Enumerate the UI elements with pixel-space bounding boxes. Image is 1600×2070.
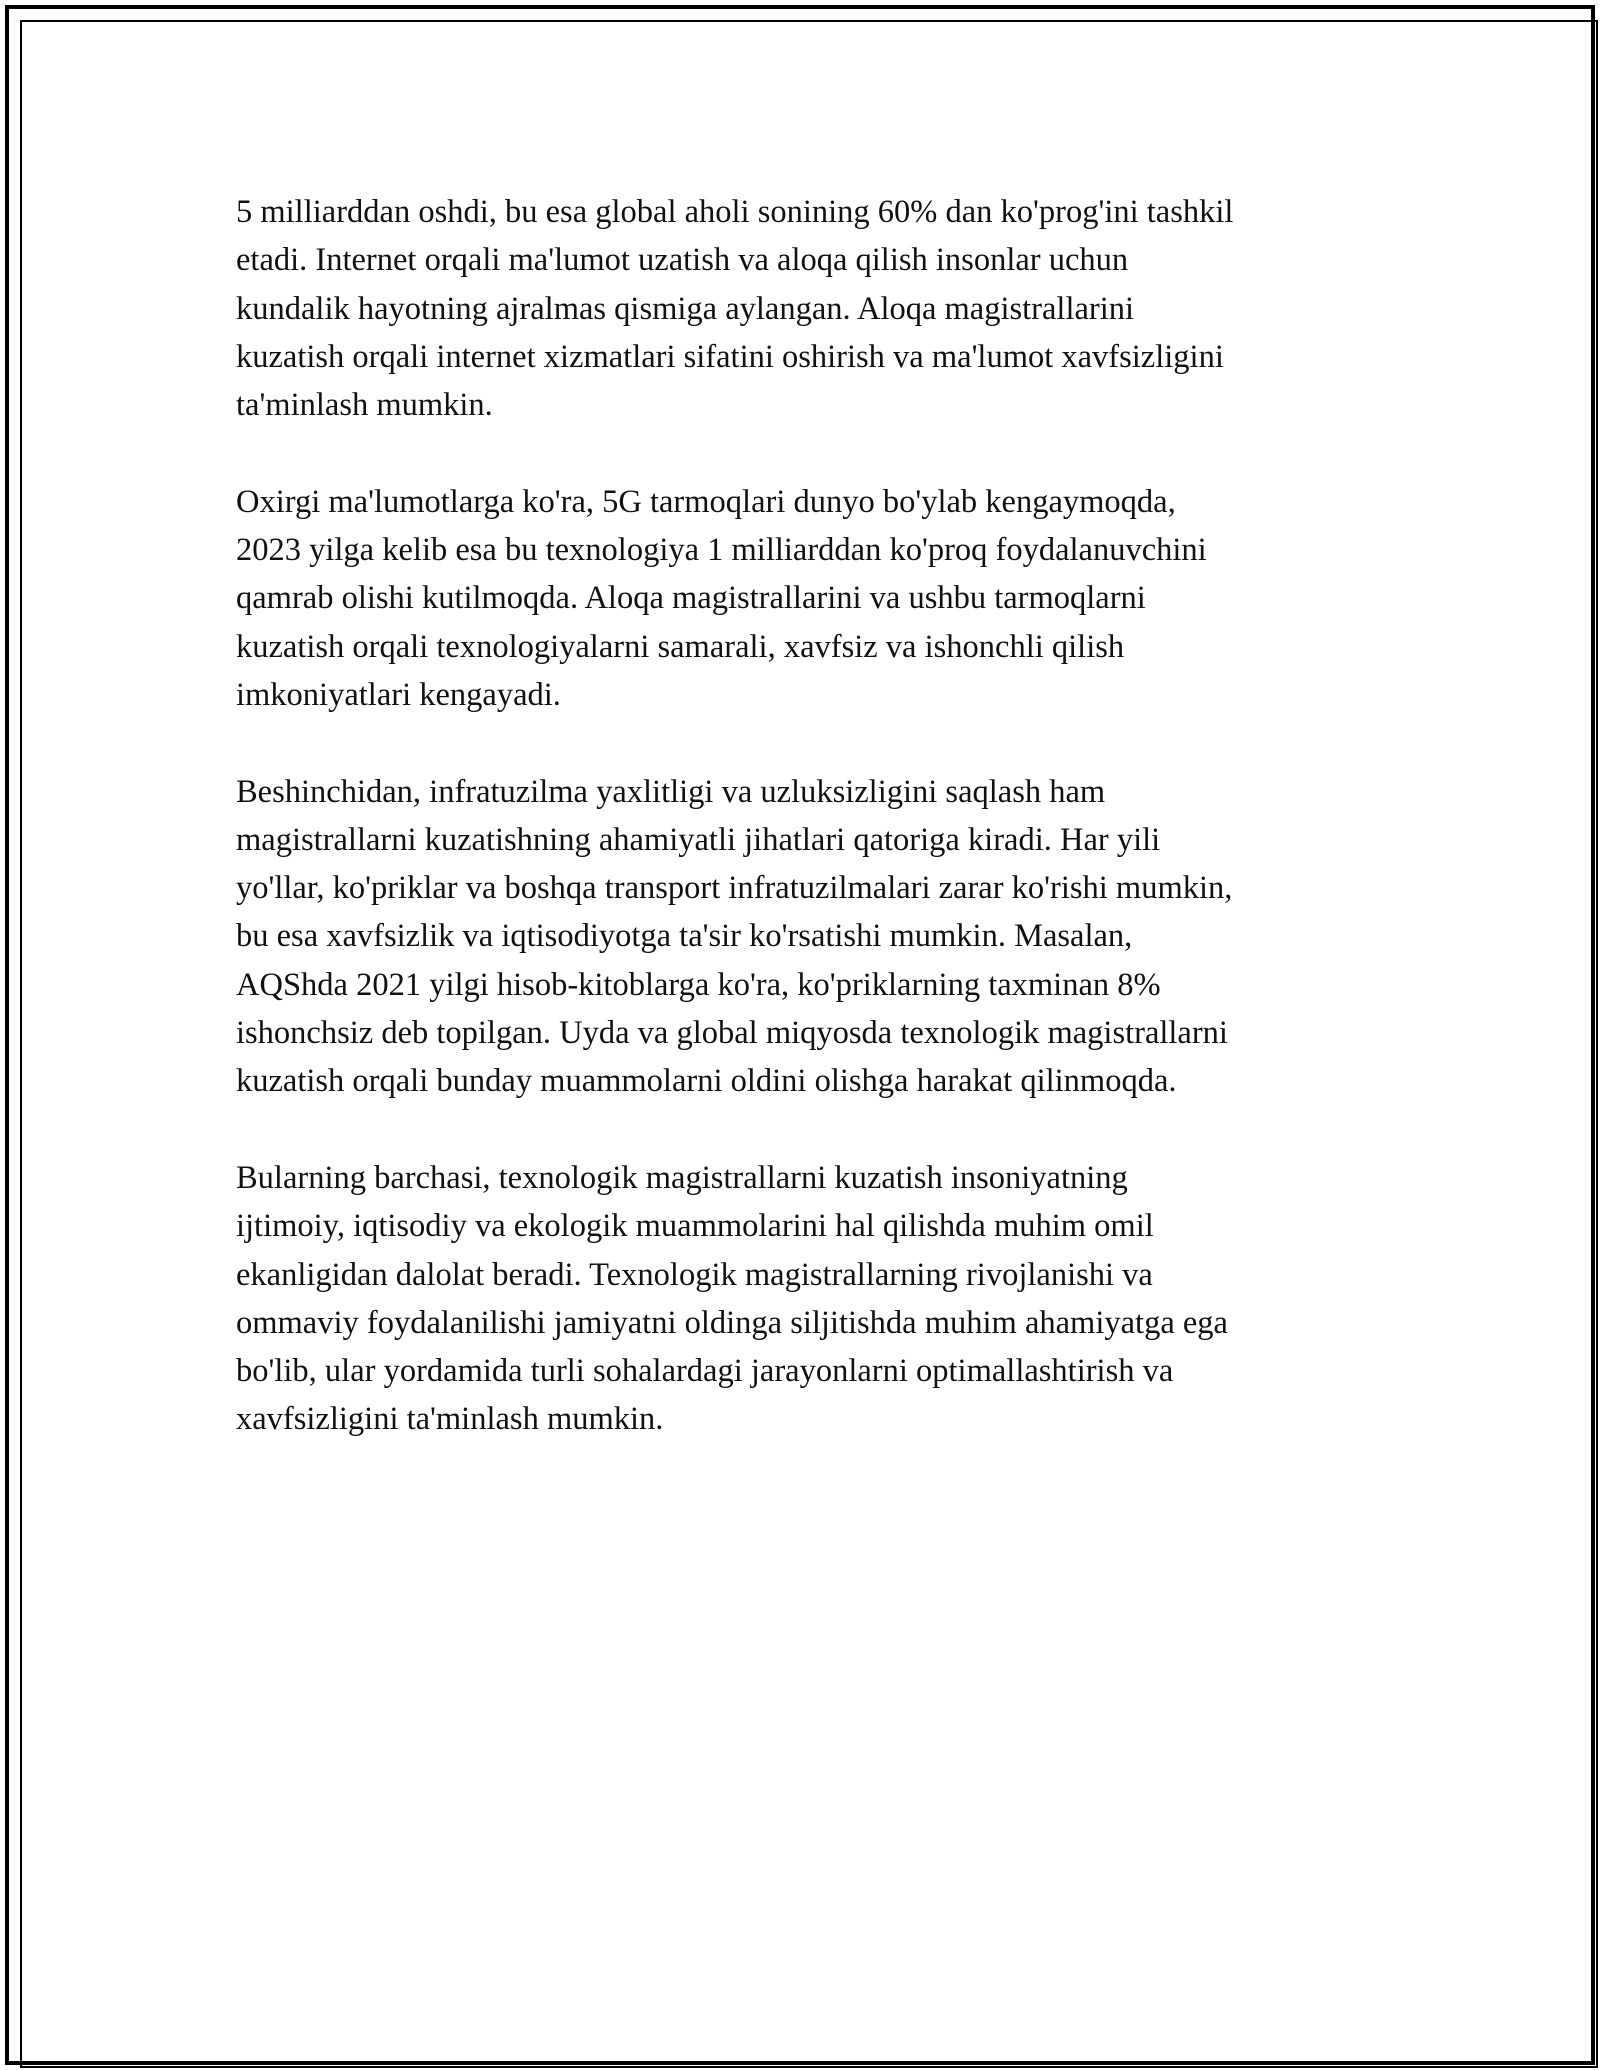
paragraph-5g-networks: Oxirgi ma'lumotlarga ko'ra, 5G tarmoqlari dunyo bo'ylab kengaymoqda, 2023 yilga kelib esa bu texnologiya 1 milliarddan ko'proq foydalanuvchini qamrab olishi kutilmoqda. Aloqa magistrallarini va ushbu tarmoqlarni kuzatish orqali texnologiyalarni samarali, xavfsiz va ishonchli qilish imkoniyatlari kengayadi. bbox=[236, 483, 1207, 713]
paragraph-infrastructure: Beshinchidan, infratuzilma yaxlitligi va uzluksizligini saqlash ham magistrallarni kuzatishning ahamiyatli jihatlari qatoriga kiradi. Har yili yo'llar, ko'priklar va boshqa transport infratuzilmalari zarar ko'rishi mumkin, bu esa xavfsizlik va iqtisodiyotga ta'sir ko'rsatishi mumkin. Masalan, AQShda 2021 yilgi hisob-kitoblarga ko'ra, ko'priklarning taxminan 8% ishonchsiz deb topilgan. Uyda va global miqyosda texnologik magistrallarni kuzatish orqali bunday muammolarni oldini olishga harakat qilinmoqda. bbox=[236, 773, 1233, 1100]
document-body bbox=[236, 188, 1386, 1492]
paragraph-conclusion: Bularning barchasi, texnologik magistrallarni kuzatish insoniyatning ijtimoiy, iqtisodiy va ekologik muammolarini hal qilishda muhim omil ekanligidan dalolat beradi. Texnologik magistrallarning rivojlanishi va ommaviy foydalanilishi jamiyatni oldinga siljitishda muhim ahamiyatga ega bo'lib, ular yordamida turli sohalardagi jarayonlarni optimallashtirish va xavfsizligini ta'minlash mumkin. bbox=[236, 1159, 1228, 1438]
paragraph-internet-users: 5 milliarddan oshdi, bu esa global aholi sonining 60% dan ko'prog'ini tashkil etadi. Internet orqali ma'lumot uzatish va aloqa qilish insonlar uchun kundalik hayotning ajralmas qismiga aylangan. Aloqa magistrallarini kuzatish orqali internet xizmatlari sifatini oshirish va ma'lumot xavfsizligini ta'minlash mumkin. bbox=[236, 194, 1234, 424]
